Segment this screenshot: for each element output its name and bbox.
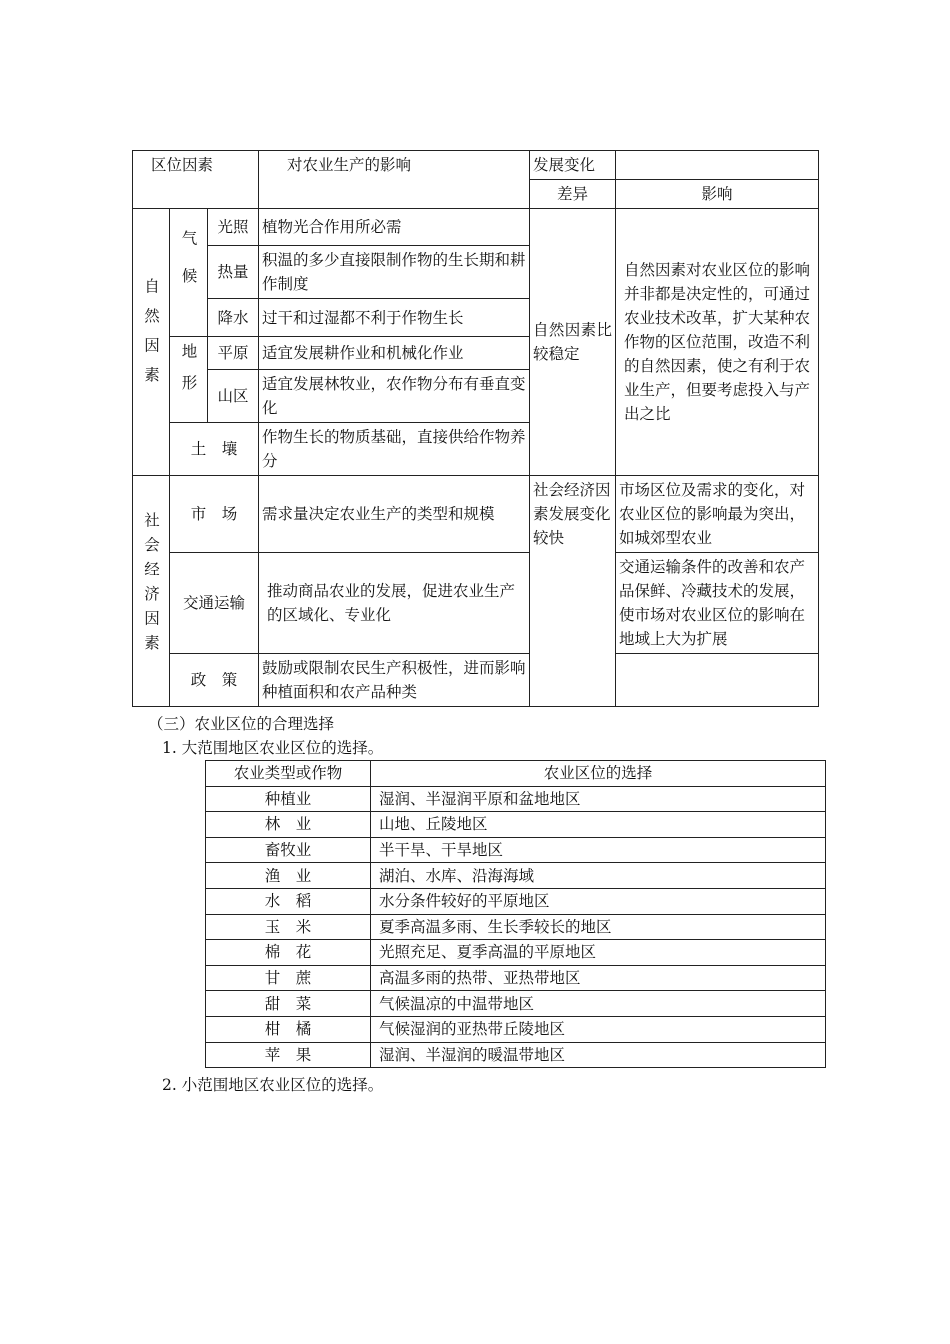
terrain-label <box>170 337 208 423</box>
crop-location-cell: 气候温凉的中温带地区 <box>371 991 826 1017</box>
natural-influence: 自然因素对农业区位的影响并非都是决定性的，可通过农业技术改革，扩大某种农作物的区位范围，改造不利的自然因素，使之有利于农业生产，但要考虑投入与产出之比 <box>616 209 819 476</box>
agricultural-location-factors-table <box>132 150 819 707</box>
crop-type-cell: 苹 果 <box>206 1042 371 1068</box>
table-row <box>206 1016 826 1042</box>
market-influence: 市场区位及需求的变化，对农业区位的影响最为突出，如城郊型农业 <box>616 476 819 553</box>
heat-impact: 积温的多少直接限制作物的生长期和耕作制度 <box>259 246 530 299</box>
crop-location-table <box>205 760 826 1068</box>
plain-impact: 适宜发展耕作业和机械化作业 <box>259 337 530 370</box>
crop-type-cell: 种植业 <box>206 786 371 812</box>
crop-location-cell: 湿润、半湿润的暖温带地区 <box>371 1042 826 1068</box>
rain-impact: 过干和过湿都不利于作物生长 <box>259 299 530 337</box>
terrain-text: 地形 <box>179 342 198 406</box>
mountain-label: 山区 <box>208 370 259 423</box>
crop-location-cell: 湖泊、水库、沿海海域 <box>371 863 826 889</box>
table-row <box>206 914 826 940</box>
natural-difference-text: 自然因素比较稳定 <box>533 321 613 363</box>
mountain-impact: 适宜发展林牧业，农作物分布有垂直变化 <box>259 370 530 423</box>
crop-location-cell: 湿润、半湿润平原和盆地地区 <box>371 786 826 812</box>
header-impact: 对农业生产的影响 <box>259 151 530 209</box>
crop-location-cell: 半干旱、干旱地区 <box>371 837 826 863</box>
crop-type-cell: 玉 米 <box>206 914 371 940</box>
crop-table-body <box>206 786 826 1068</box>
crop-type-cell: 水 稻 <box>206 888 371 914</box>
table-row <box>206 786 826 812</box>
rain-label: 降水 <box>208 299 259 337</box>
crop-type-cell: 林 业 <box>206 812 371 838</box>
crop-location-cell: 山地、丘陵地区 <box>371 812 826 838</box>
transport-influence: 交通运输条件的改善和农产品保鲜、冷藏技术的发展，使市场对农业区位的影响在地域上大为扩展 <box>616 553 819 654</box>
social-factors-label <box>133 476 170 707</box>
transport-label: 交通运输 <box>170 553 259 654</box>
crop-location-cell: 光照充足、夏季高温的平原地区 <box>371 940 826 966</box>
header-influence: 影响 <box>616 180 819 209</box>
natural-factors-label <box>133 209 170 476</box>
crop-location-cell: 水分条件较好的平原地区 <box>371 888 826 914</box>
climate-label <box>170 209 208 337</box>
crop-location-cell: 夏季高温多雨、生长季较长的地区 <box>371 914 826 940</box>
crop-type-cell: 甘 蔗 <box>206 965 371 991</box>
section-title: （三）农业区位的合理选择 <box>148 715 335 733</box>
light-impact: 植物光合作用所必需 <box>259 209 530 246</box>
table-row <box>206 940 826 966</box>
policy-label: 政 策 <box>170 654 259 707</box>
header-factor: 区位因素 <box>133 151 259 209</box>
crop-location-cell: 气候湿润的亚热带丘陵地区 <box>371 1016 826 1042</box>
crop-type-cell: 渔 业 <box>206 863 371 889</box>
soil-impact: 作物生长的物质基础，直接供给作物养分 <box>259 423 530 476</box>
header-change: 发展变化 <box>530 151 616 180</box>
natural-group-text: 自然因素 <box>142 277 160 396</box>
header-blank <box>616 151 819 180</box>
col-header-type: 农业类型或作物 <box>206 761 371 787</box>
crop-type-cell: 畜牧业 <box>206 837 371 863</box>
market-label: 市 场 <box>170 476 259 553</box>
table-row <box>206 863 826 889</box>
table-row <box>206 837 826 863</box>
climate-text: 气候 <box>179 229 198 305</box>
crop-type-cell: 甜 菜 <box>206 991 371 1017</box>
light-label: 光照 <box>208 209 259 246</box>
crop-type-cell: 棉 花 <box>206 940 371 966</box>
table-row <box>206 991 826 1017</box>
col-header-location: 农业区位的选择 <box>371 761 826 787</box>
social-difference: 社会经济因素发展变化较快 <box>530 476 616 707</box>
crop-type-cell: 柑 橘 <box>206 1016 371 1042</box>
soil-label: 土 壤 <box>170 423 259 476</box>
plain-label: 平原 <box>208 337 259 370</box>
natural-difference <box>530 209 616 476</box>
table-row <box>206 888 826 914</box>
policy-influence <box>616 654 819 707</box>
policy-impact: 鼓励或限制农民生产积极性，进而影响种植面积和农产品种类 <box>259 654 530 707</box>
table-row <box>206 965 826 991</box>
market-impact: 需求量决定农业生产的类型和规模 <box>259 476 530 553</box>
heat-label: 热量 <box>208 246 259 299</box>
table-row <box>206 812 826 838</box>
header-difference: 差异 <box>530 180 616 209</box>
social-group-text: 社会经济因素 <box>142 512 160 659</box>
crop-location-cell: 高温多雨的热带、亚热带地区 <box>371 965 826 991</box>
table-row <box>206 1042 826 1068</box>
transport-impact: 推动商品农业的发展，促进农业生产的区域化、专业化 <box>259 553 530 654</box>
item-1-text: 1. 大范围地区农业区位的选择。 <box>162 739 384 757</box>
item-2-text: 2. 小范围地区农业区位的选择。 <box>162 1076 384 1094</box>
